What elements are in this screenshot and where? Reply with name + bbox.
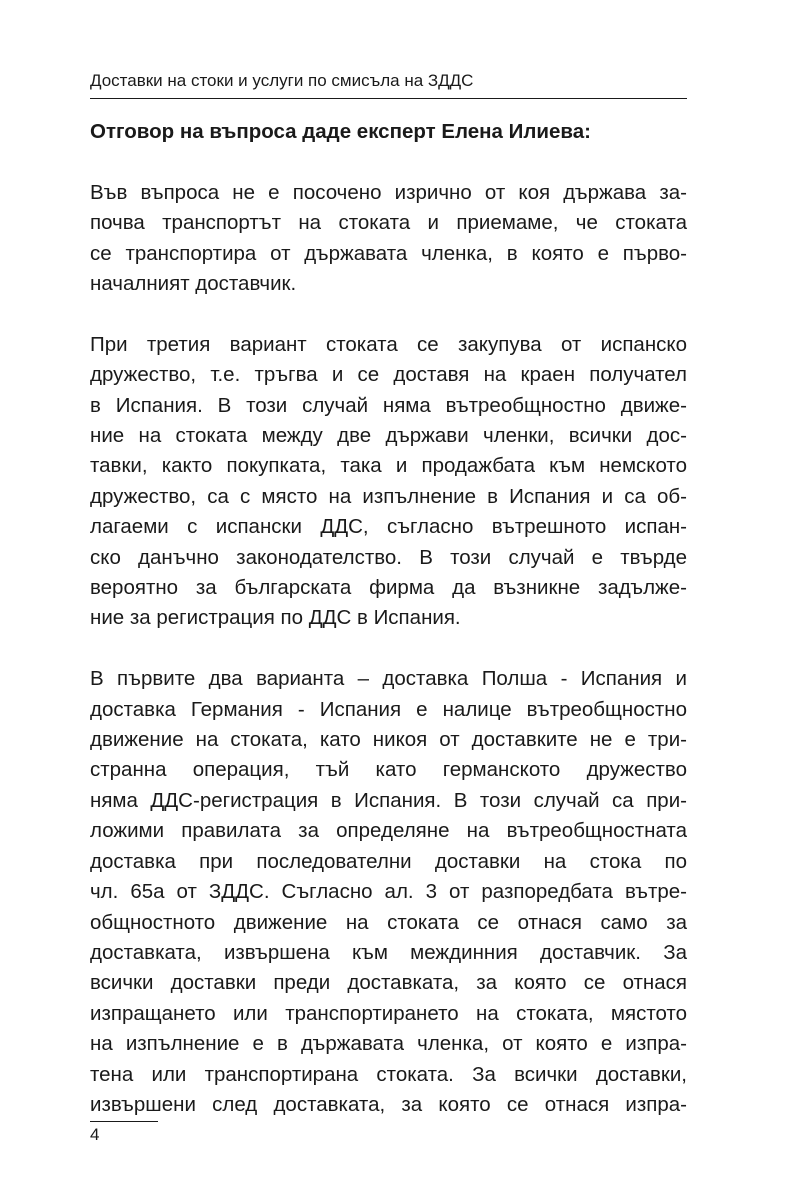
page-number: 4 (90, 1125, 100, 1144)
paragraph-2 (90, 330, 687, 634)
text-line: странна операция, тъй като германското дружество (90, 758, 687, 782)
text-line: началният доставчик. (90, 272, 297, 296)
text-line: вероятно за българската фирма да възникне задълже- (90, 576, 687, 600)
text-line: В първите два варианта – доставка Полша - Испания и (90, 667, 687, 691)
text-line: ложими правилата за определяне на вътреобщностната (90, 819, 687, 843)
text-line: на изпълнение е в държавата членка, от която е изпра- (90, 1032, 687, 1056)
answer-heading: Отговор на въпроса даде експерт Елена Илиева: (90, 120, 591, 143)
text-line: ние за регистрация по ДДС в Испания. (90, 606, 461, 630)
text-line: всички доставки преди доставката, за която се отнася (90, 971, 687, 995)
text-line: изпращането или транспортирането на стоката, мястото (90, 1001, 687, 1025)
text-line: ние на стоката между две държави членки, всички дос- (90, 424, 687, 448)
page-body (90, 117, 687, 1151)
paragraph-3 (90, 664, 687, 1120)
text-line: чл. 65а от ЗДДС. Съгласно ал. 3 от разпоредбата вътре- (90, 880, 687, 904)
text-line: доставката, извършена към междинния доставчик. За (90, 940, 687, 964)
text-line: Във въпроса не е посочено изрично от коя държава за- (90, 180, 687, 204)
header-rule (90, 98, 687, 99)
text-line: дружество, т.е. тръгва и се доставя на краен получател (90, 363, 687, 387)
paragraph-1 (90, 178, 687, 300)
text-line: лагаеми с испански ДДС, съгласно вътрешното испан- (90, 515, 687, 539)
text-line: доставка при последователни доставки на стока по (90, 849, 687, 873)
text-line: тена или транспортирана стоката. За всички доставки, (90, 1062, 687, 1086)
text-line: общностното движение на стоката се отнася само за (90, 910, 687, 934)
text-line: се транспортира от държавата членка, в която е първо- (90, 241, 687, 265)
text-line: почва транспортът на стоката и приемаме, че стоката (90, 211, 687, 235)
text-line: ско данъчно законодателство. В този случай е твърде (90, 545, 687, 569)
footer-rule (90, 1121, 158, 1122)
text-line: доставка Германия - Испания е налице вътреобщностно (90, 697, 687, 721)
text-line: движение на стоката, като никоя от доставките не е три- (90, 728, 687, 752)
text-line: При третия вариант стоката се закупува от испанско (90, 332, 687, 356)
text-line: в Испания. В този случай няма вътреобщностно движе- (90, 393, 687, 417)
text-line: тавки, както покупката, така и продажбата към немското (90, 454, 687, 478)
running-head: Доставки на стоки и услуги по смисъла на ЗДДС (90, 71, 474, 90)
text-line: няма ДДС-регистрация в Испания. В този случай са при- (90, 788, 687, 812)
text-line: дружество, са с място на изпълнение в Испания и са об- (90, 484, 687, 508)
text-line: извършени след доставката, за която се отнася изпра- (90, 1092, 687, 1116)
